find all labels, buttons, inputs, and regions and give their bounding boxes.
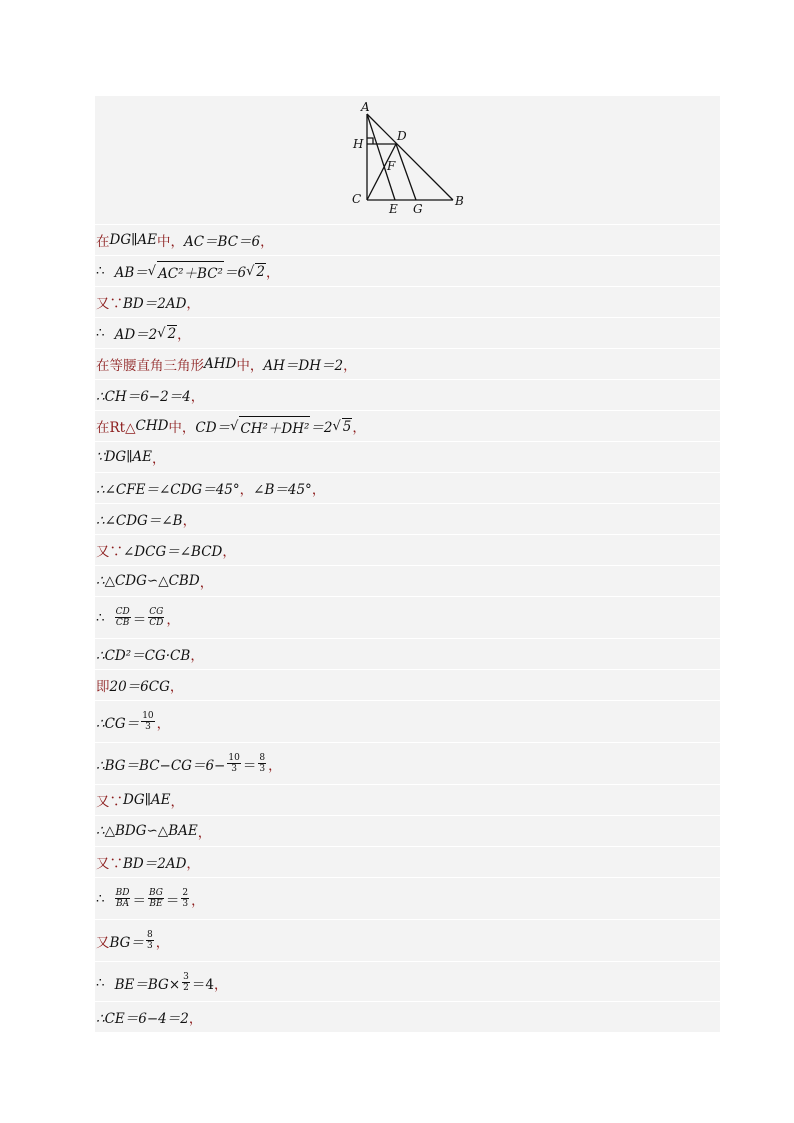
fraction [148, 607, 164, 628]
radicand: AC²＋BC² [157, 261, 224, 282]
numerator: 10 [228, 753, 240, 763]
fraction [146, 930, 154, 951]
text: 在Rt△ [96, 420, 136, 436]
radical-sign: √ [147, 263, 157, 279]
text: 中， [156, 234, 184, 250]
solution-line [95, 877, 720, 919]
text: 即 [96, 679, 110, 695]
punctuation: ， [239, 482, 254, 498]
solution-line [95, 255, 720, 286]
punctuation: ， [199, 575, 214, 591]
label-F: F [387, 159, 396, 173]
punctuation: ， [177, 327, 191, 343]
numerator: 8 [259, 753, 266, 763]
punctuation: ， [166, 611, 180, 628]
solution-line [95, 700, 720, 742]
text: 又∵ [96, 544, 123, 560]
denominator: BA [115, 899, 130, 909]
radicand: 5 [342, 418, 352, 435]
punctuation: ， [190, 389, 205, 405]
radical-sign: √ [246, 263, 255, 279]
punctuation: ， [197, 825, 212, 841]
solution-line [95, 286, 720, 317]
solution-line [95, 379, 720, 410]
solution-line [95, 348, 720, 379]
math: BD＝2AD [123, 296, 187, 312]
punctuation: ， [190, 648, 204, 664]
solution-line [95, 961, 720, 1003]
math: ∵DG∥AE [96, 449, 153, 465]
denominator: 3 [145, 722, 151, 732]
therefore-symbol: ∴ [96, 263, 105, 279]
fraction [258, 753, 266, 774]
math: CHD [135, 418, 169, 434]
text: 又∵ [96, 794, 123, 810]
numerator: 2 [182, 888, 189, 898]
punctuation: ， [182, 513, 197, 529]
solution-line [95, 784, 720, 815]
punctuation: ， [311, 482, 326, 498]
geometry-figure [95, 96, 720, 224]
math: DG∥AE [123, 792, 171, 808]
text: 又 [96, 934, 110, 951]
text: 中， [168, 420, 196, 436]
fraction [148, 888, 164, 909]
math: ∴CE＝6−4＝2 [96, 1011, 189, 1027]
solution-line [95, 565, 720, 596]
radical-sign: √ [332, 418, 341, 434]
math: BE＝BG× [114, 976, 181, 993]
therefore-symbol: ∴ [96, 609, 105, 626]
punctuation: ， [169, 679, 184, 695]
math: AB＝ [114, 265, 148, 281]
math: AC＝BC＝6 [183, 234, 261, 250]
math: ∠B＝45° [253, 482, 312, 498]
punctuation: ， [152, 451, 166, 467]
fraction [182, 972, 190, 993]
therefore-symbol: ∴ [96, 890, 105, 907]
radical-sign: √ [230, 418, 239, 434]
solution-line [95, 596, 720, 638]
radical-sign: √ [157, 325, 166, 341]
solution-line [95, 410, 720, 441]
label-G: G [413, 202, 423, 216]
solution-line [95, 317, 720, 348]
fraction [227, 753, 240, 774]
therefore-symbol: ∴ [96, 325, 105, 341]
math: ∴CH＝6−2＝4 [96, 389, 191, 405]
math: ∴△CDG∽△CBD [96, 573, 200, 589]
punctuation: ， [265, 265, 280, 281]
punctuation: ， [343, 358, 357, 374]
denominator: 3 [231, 764, 237, 774]
math: ∴CG＝ [96, 715, 140, 732]
equals: ＝ [132, 892, 146, 909]
denominator: CD [149, 618, 164, 628]
text: 在 [96, 234, 110, 250]
denominator: 2 [183, 983, 189, 993]
math: ＝6 [223, 265, 247, 281]
fraction [115, 607, 131, 628]
solution-line [95, 534, 720, 565]
math: 20＝6CG [109, 679, 170, 695]
math: ∴∠CFE＝∠CDG＝45° [96, 482, 240, 498]
punctuation: ， [188, 1011, 203, 1027]
denominator: BE [149, 899, 163, 909]
punctuation: ， [260, 234, 274, 250]
label-C: C [352, 192, 362, 206]
punctuation: ， [352, 420, 366, 436]
math: ∴CD²＝CG·CB [96, 648, 191, 664]
denominator: 3 [259, 764, 266, 774]
punctuation: ， [170, 794, 184, 810]
fraction [181, 888, 189, 909]
math: CD＝ [195, 420, 231, 436]
numerator: 3 [183, 972, 189, 982]
text: 在等腰直角三角形 [96, 358, 204, 374]
punctuation: ， [186, 296, 200, 312]
solution-line [95, 224, 720, 255]
math: ∴∠CDG＝∠B [96, 513, 183, 529]
math: DG∥AE [109, 232, 157, 248]
solution-line [95, 919, 720, 961]
radicand: CH²＋DH² [239, 416, 310, 437]
math: ∴△BDG∽△BAE [96, 823, 198, 839]
math: AHD [204, 356, 237, 372]
math: BD＝2AD [123, 856, 187, 872]
solution-line [95, 503, 720, 534]
punctuation: ， [155, 934, 170, 951]
fraction [115, 888, 131, 909]
math: ＝4 [191, 976, 214, 993]
fraction [141, 711, 154, 732]
solution-line [95, 846, 720, 877]
math: BG＝ [109, 934, 144, 951]
punctuation: ， [213, 976, 228, 993]
math: AH＝DH＝2 [263, 358, 344, 374]
label-A: A [361, 100, 370, 114]
label-H: H [353, 137, 364, 151]
denominator: 3 [146, 941, 153, 951]
punctuation: ， [156, 715, 171, 732]
solution-line [95, 815, 720, 846]
solution-line [95, 669, 720, 700]
text: 又∵ [96, 856, 123, 872]
numerator: BG [148, 888, 163, 898]
numerator: 8 [146, 930, 153, 940]
punctuation: ， [268, 757, 282, 774]
numerator: CG [149, 607, 164, 617]
punctuation: ， [186, 856, 200, 872]
solution-line [95, 441, 720, 472]
text: 中， [236, 358, 264, 374]
solution-panel [95, 96, 720, 1032]
label-B: B [455, 194, 464, 208]
triangle-diagram [343, 100, 473, 216]
math: ∠DCG＝∠BCD [123, 544, 223, 560]
radicand: 2 [167, 325, 177, 342]
math: AD＝2 [114, 327, 158, 343]
label-D: D [397, 129, 407, 143]
denominator: CB [115, 618, 130, 628]
text: 又∵ [96, 296, 123, 312]
numerator: BD [115, 888, 130, 898]
solution-line [95, 472, 720, 503]
denominator: 3 [182, 899, 189, 909]
punctuation: ， [222, 544, 236, 560]
solution-line [95, 742, 720, 784]
math: ＝2 [310, 420, 333, 436]
equals: ＝ [132, 611, 147, 628]
therefore-symbol: ∴ [96, 974, 105, 991]
equals: ＝ [242, 757, 257, 774]
equals: ＝ [165, 892, 180, 909]
numerator: CD [115, 607, 130, 617]
math: ∴BG＝BC−CG＝6− [96, 757, 226, 774]
numerator: 10 [142, 711, 154, 721]
punctuation: ， [191, 892, 205, 909]
label-E: E [389, 202, 398, 216]
solution-line [95, 1001, 720, 1032]
radicand: 2 [256, 263, 265, 280]
solution-line [95, 638, 720, 669]
